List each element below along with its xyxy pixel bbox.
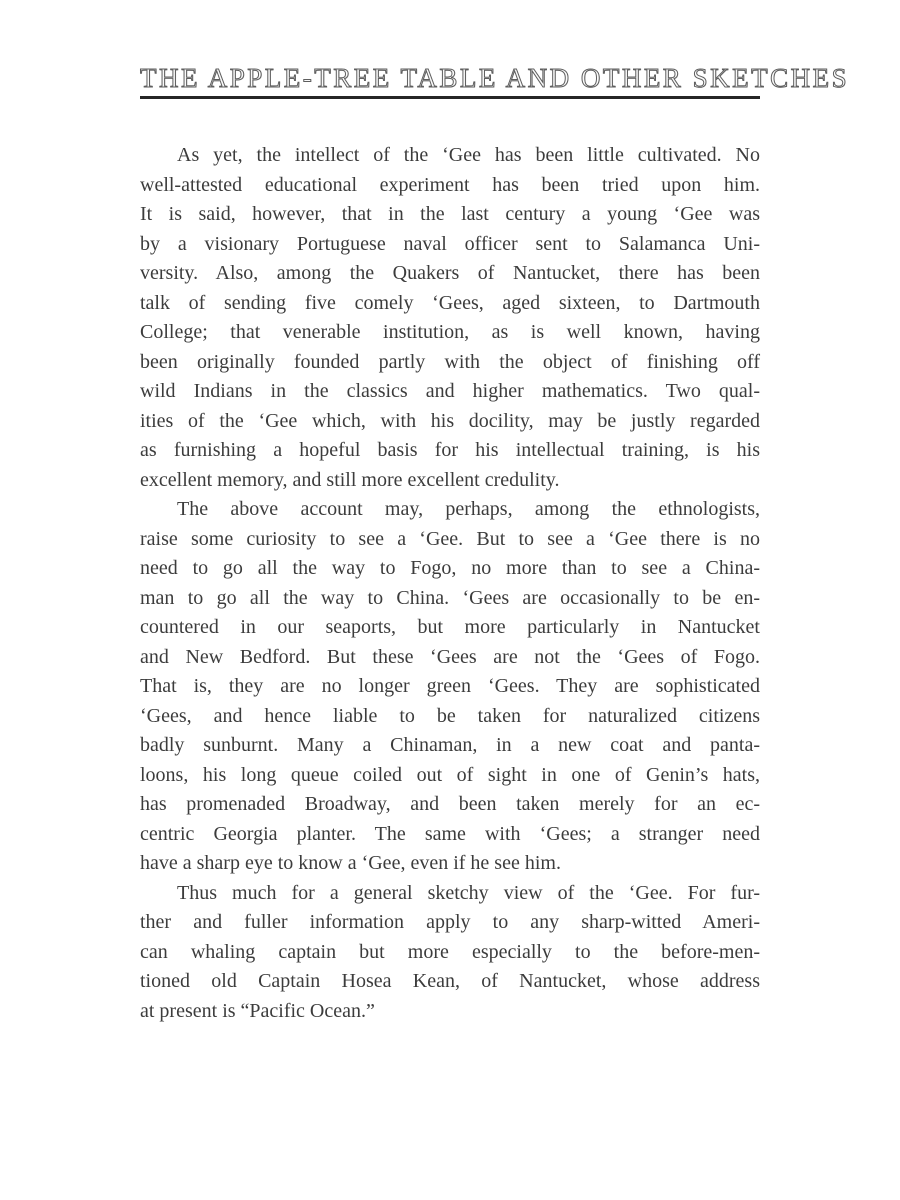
text-line: Thus much for a general sketchy view of the ‘Gee. For fur-	[177, 881, 760, 904]
text-line: man to go all the way to China. ‘Gees are occasionally to be en-	[140, 586, 760, 609]
text-line: been originally founded partly with the object of finishing off	[140, 350, 760, 373]
text-line: versity. Also, among the Quakers of Nantucket, there has been	[140, 262, 760, 284]
text-line: has promenaded Broadway, and been taken merely for an ec-	[140, 793, 760, 815]
text-line: wild Indians in the classics and higher mathematics. Two qual-	[140, 380, 760, 402]
text-line: as furnishing a hopeful basis for his intellectual training, is his	[140, 439, 760, 461]
text-line: can whaling captain but more especially to the before-men-	[140, 940, 760, 963]
text-line: tioned old Captain Hosea Kean, of Nantucket, whose address	[140, 970, 760, 992]
text-line: excellent memory, and still more excellent credulity.	[140, 468, 560, 491]
paragraph-1	[140, 141, 760, 495]
paragraph-2	[140, 495, 760, 879]
text-line: centric Georgia planter. The same with ‘Gees; a stranger need	[140, 822, 760, 845]
text-line: ities of the ‘Gee which, with his docility, may be justly regarded	[140, 409, 760, 432]
header-rule	[140, 96, 760, 99]
text-line: The above account may, perhaps, among the ethnologists,	[177, 498, 760, 520]
text-line: at present is “Pacific Ocean.”	[140, 999, 375, 1022]
text-line: talk of sending five comely ‘Gees, aged sixteen, to Dartmouth	[140, 291, 760, 314]
text-line: and New Bedford. But these ‘Gees are not the ‘Gees of Fogo.	[140, 645, 760, 668]
text-line: ther and fuller information apply to any sharp-witted Ameri-	[140, 911, 760, 933]
text-line: As yet, the intellect of the ‘Gee has been little cultivated. No	[177, 144, 760, 166]
text-line: by a visionary Portuguese naval officer sent to Salamanca Uni-	[140, 232, 760, 255]
text-line: raise some curiosity to see a ‘Gee. But to see a ‘Gee there is no	[140, 527, 760, 550]
text-line: countered in our seaports, but more particularly in Nantucket	[140, 616, 760, 638]
text-line: It is said, however, that in the last century a young ‘Gee was	[140, 203, 760, 225]
text-line: College; that venerable institution, as is well known, having	[140, 321, 760, 343]
text-line: well-attested educational experiment has been tried upon him.	[140, 173, 760, 196]
text-line: badly sunburnt. Many a Chinaman, in a new coat and panta-	[140, 734, 760, 756]
text-line: That is, they are no longer green ‘Gees. They are sophisticated	[140, 675, 760, 697]
running-head: THE APPLE-TREE TABLE AND OTHER SKETCHES	[140, 63, 850, 93]
body-text	[140, 141, 760, 1026]
text-line: loons, his long queue coiled out of sight in one of Genin’s hats,	[140, 763, 760, 786]
text-line: have a sharp eye to know a ‘Gee, even if he see him.	[140, 852, 561, 874]
paragraph-3	[140, 879, 760, 1027]
text-line: ‘Gees, and hence liable to be taken for naturalized citizens	[140, 704, 760, 727]
text-line: need to go all the way to Fogo, no more than to see a China-	[140, 557, 760, 579]
